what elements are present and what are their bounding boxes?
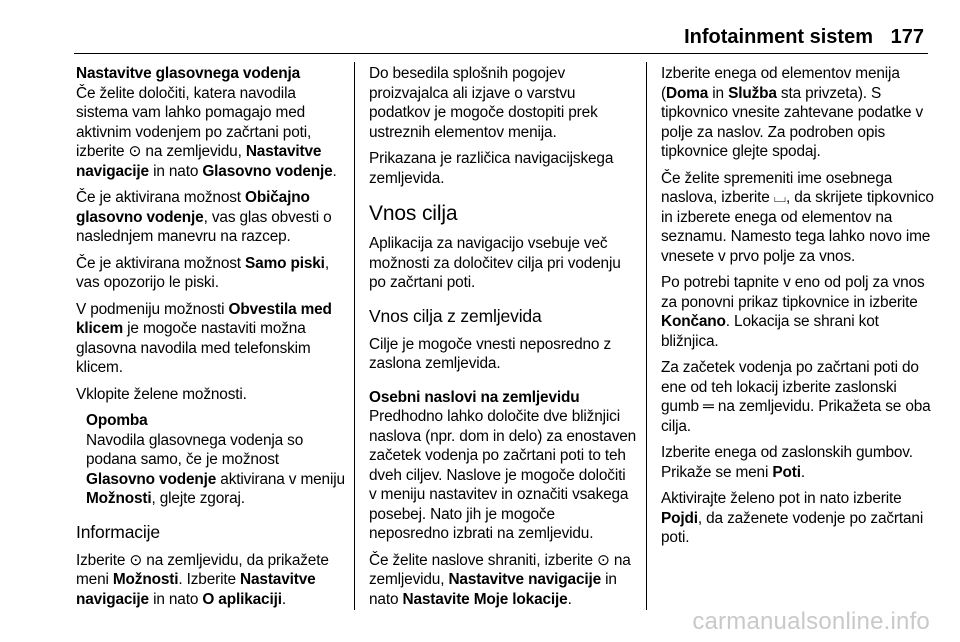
hide-keyboard-icon: ⌴ xyxy=(773,189,786,206)
paragraph: Aplikacija za navigacijo vsebuje več možnosti za določitev cilja pri vodenju po začrtani poti. xyxy=(369,235,621,291)
column-1 xyxy=(76,64,346,616)
paragraph: Predhodno lahko določite dve bližnjici naslova (npr. dom in delo) za enostaven začetek vodenja po začrtani poti to teh dveh ciljev. Naslove je mogoče določiti v meniju nastavitev in označiti vsakega posebej. Nato jih je mogoče neposredno izbrati na zemljevidu. xyxy=(369,408,637,542)
note-text: Navodila glasovnega vodenja so podana samo, če je možnost Glasovno vodenje aktivirana v meniju Možnosti, glejte zgoraj. xyxy=(86,431,345,507)
column-3 xyxy=(661,64,937,555)
paragraph: Za začetek vodenja po začrtani poti do ene od teh lokacij izberite zaslonski gumb ═ na zemljevidu. Prikažeta se oba cilja. xyxy=(661,359,931,435)
paragraph: Če želite spremeniti ime osebnega naslova, izberite ⌴, da skrijete tipkovnico in izberete enega od elementov na seznamu. Namesto tega lahko novo ime vnesete v prvo polje za vnos. xyxy=(661,169,934,265)
paragraph: Če je aktivirana možnost Samo piski, vas opozorijo le piski. xyxy=(76,254,329,291)
paragraph: Izberite enega od elementov menija (Doma in Služba sta privzeta). S tipkovnico vnesite zahtevane podatke v polje za naslov. Za podroben opis tipkovnice glejte spodaj. xyxy=(661,65,924,160)
settings-dial-icon: ⊙ xyxy=(129,551,143,569)
watermark: carmanualsonline.info xyxy=(692,608,930,635)
destination-input-heading: Vnos cilja xyxy=(369,202,458,225)
column-divider-1 xyxy=(354,62,355,610)
settings-dial-icon: ⊙ xyxy=(128,143,142,160)
page-number: 177 xyxy=(890,26,924,48)
personal-addresses-heading: Osebni naslovi na zemljevidu xyxy=(369,388,580,406)
paragraph: Če želite določiti, katera navodila sistema vam lahko pomagajo med aktivnim vodenjem po začrtani poti, izberite ⊙ na zemljevidu, Nastavitve navigacije in nato Glasovno vodenje. xyxy=(76,84,337,180)
paragraph: Aktivirajte želeno pot in nato izberite Pojdi, da zaženete vodenje po začrtani poti. xyxy=(661,490,924,546)
paragraph: V podmeniju možnosti Obvestila med klicem je mogoče nastaviti možna glasovna navodila med telefonskim klicem. xyxy=(76,300,332,376)
paragraph: Vklopite želene možnosti. xyxy=(76,385,247,403)
paragraph: Do besedila splošnih pogojev proizvajalca ali izjave o varstvu podatkov je mogoče dostopiti prek ustreznih elementov menija. xyxy=(369,65,598,141)
paragraph: Prikazana je različica navigacijskega zemljevida. xyxy=(369,150,614,187)
paragraph: Po potrebi tapnite v eno od polj za vnos za ponovni prikaz tipkovnice in izberite Končano. Lokacija se shrani kot bližnjica. xyxy=(661,274,925,350)
paragraph: Izberite enega od zaslonskih gumbov. Prikaže se meni Poti. xyxy=(661,444,913,481)
page-header-title: Infotainment sistem xyxy=(684,26,873,48)
paragraph: Izberite ⊙ na zemljevidu, da prikažete meni Možnosti. Izberite Nastavitve navigacije in nato O aplikaciji. xyxy=(76,551,329,608)
column-divider-2 xyxy=(646,62,647,610)
column-2 xyxy=(369,64,637,616)
note-box xyxy=(86,411,346,509)
note-title: Opomba xyxy=(86,412,148,429)
paragraph: Če je aktivirana možnost Običajno glasovno vodenje, vas glas obvesti o naslednjem manevru na razcep. xyxy=(76,189,332,245)
paragraph: Cilje je mogoče vnesti neposredno z zaslona zemljevida. xyxy=(369,335,611,372)
settings-dial-icon: ⊙ xyxy=(597,551,610,569)
paragraph: Če želite naslove shraniti, izberite ⊙ na zemljevidu, Nastavitve navigacije in nato Nastavite Moje lokacije. xyxy=(369,551,631,608)
information-heading: Informacije xyxy=(76,521,160,542)
voice-guidance-heading: Nastavitve glasovnega vodenja xyxy=(76,65,301,82)
map-destination-heading: Vnos cilja z zemljevida xyxy=(369,305,542,326)
header-divider xyxy=(74,53,928,54)
